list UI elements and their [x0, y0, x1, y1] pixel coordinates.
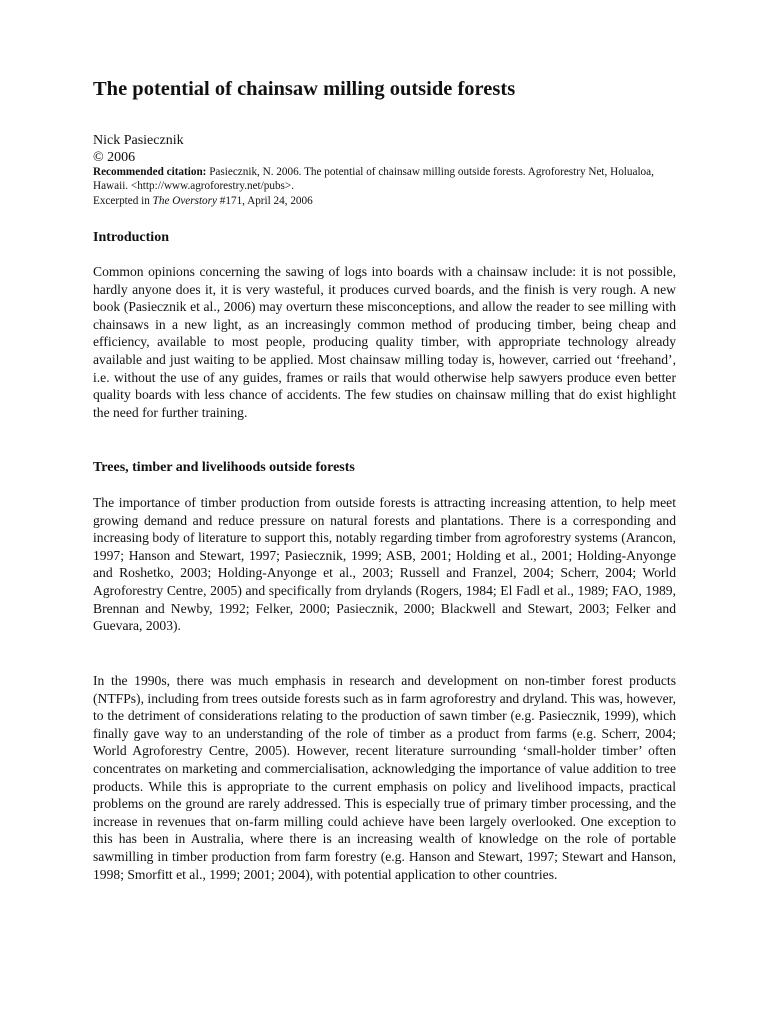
excerpt-suffix: #171, April 24, 2006: [216, 195, 313, 207]
recommended-citation: [93, 165, 676, 193]
excerpt-note: [93, 194, 313, 208]
excerpt-prefix: Excerpted in: [93, 195, 153, 207]
excerpt-journal: The Overstory: [152, 195, 217, 207]
citation-label: Recommended citation:: [93, 166, 207, 178]
author-name: Nick Pasiecznik: [93, 133, 184, 148]
paragraph-introduction: Common opinions concerning the sawing of logs into boards with a chainsaw include: it is not possible, hardly anyone does it, it is very wasteful, it produces curved boards, and the finish is very rough. A new book (Pasiecznik et al., 2006) may overturn these misconceptions, and allow the reader to see milling with chainsaws in a new light, as an increasingly common method of producing timber, being cheap and efficiency, available to most people, producing quality timber, with appropriate technology already available and just waiting to be applied. Most chainsaw milling today is, however, carried out ‘freehand’, i.e. without the use of any guides, frames or rails that would otherwise help sawyers produce even better quality boards with less chance of accidents. The few studies on chainsaw milling that do exist highlight the need for further training.: [93, 264, 676, 420]
paragraph-1990s-emphasis: In the 1990s, there was much emphasis in research and development on non-timber forest products (NTFPs), including from trees outside forests such as in farm agroforestry and dryland. This was, however, to the detriment of considerations relating to the production of sawn timber (e.g. Pasiecznik, 1999), which finally gave way to an understanding of the role of timber as a product from farms (e.g. Scherr, 2004; World Agroforestry Centre, 2005). However, recent literature surrounding ‘small-holder timber’ often concentrates on marketing and commercialisation, acknowledging the importance of value addition to tree products. While this is appropriate to the current emphasis on policy and livelihood impacts, practical problems on the ground are rarely addressed. This is especially true of primary timber processing, and the increase in revenues that on-farm milling could achieve have been largely overlooked. One exception to this has been in Australia, where there is an increasing wealth of knowledge on the role of portable sawmilling in timber production from farm forestry (e.g. Hanson and Stewart, 1997; Stewart and Hanson, 1998; Smorfitt et al., 1999; 2001; 2004), with potential application to other countries.: [93, 673, 676, 882]
copyright-notice: © 2006: [93, 150, 136, 165]
paragraph-timber-importance: The importance of timber production from outside forests is attracting increasing attention, to help meet growing demand and reduce pressure on natural forests and plantations. There is a corresponding and increasing body of literature to support this, notably regarding timber from agroforestry systems (Arancon, 1997; Hanson and Stewart, 1997; Pasiecznik, 1999; ASB, 2001; Holding et al., 2001; Holding-Anyonge and Roshetko, 2003; Holding-Anyonge et al., 2003; Russell and Franzel, 2004; Scherr, 2004; World Agroforestry Centre, 2005) and specifically from drylands (Rogers, 1984; El Fadl et al., 1989; FAO, 1989, Brennan and Newby, 1992; Felker, 2000; Pasiecznik, 2000; Blackwell and Stewart, 2003; Felker and Guevara, 2003).: [93, 495, 676, 634]
section-heading-trees-timber: Trees, timber and livelihoods outside forests: [93, 460, 355, 475]
section-heading-introduction: Introduction: [93, 230, 169, 245]
document-title: The potential of chainsaw milling outside forests: [93, 78, 516, 100]
citation-text: Pasiecznik, N. 2006. The potential of chainsaw milling outside forests. Agroforestry Net, Holualoa, Hawaii. <http://www.agroforestry.net/pubs>.: [93, 166, 654, 192]
